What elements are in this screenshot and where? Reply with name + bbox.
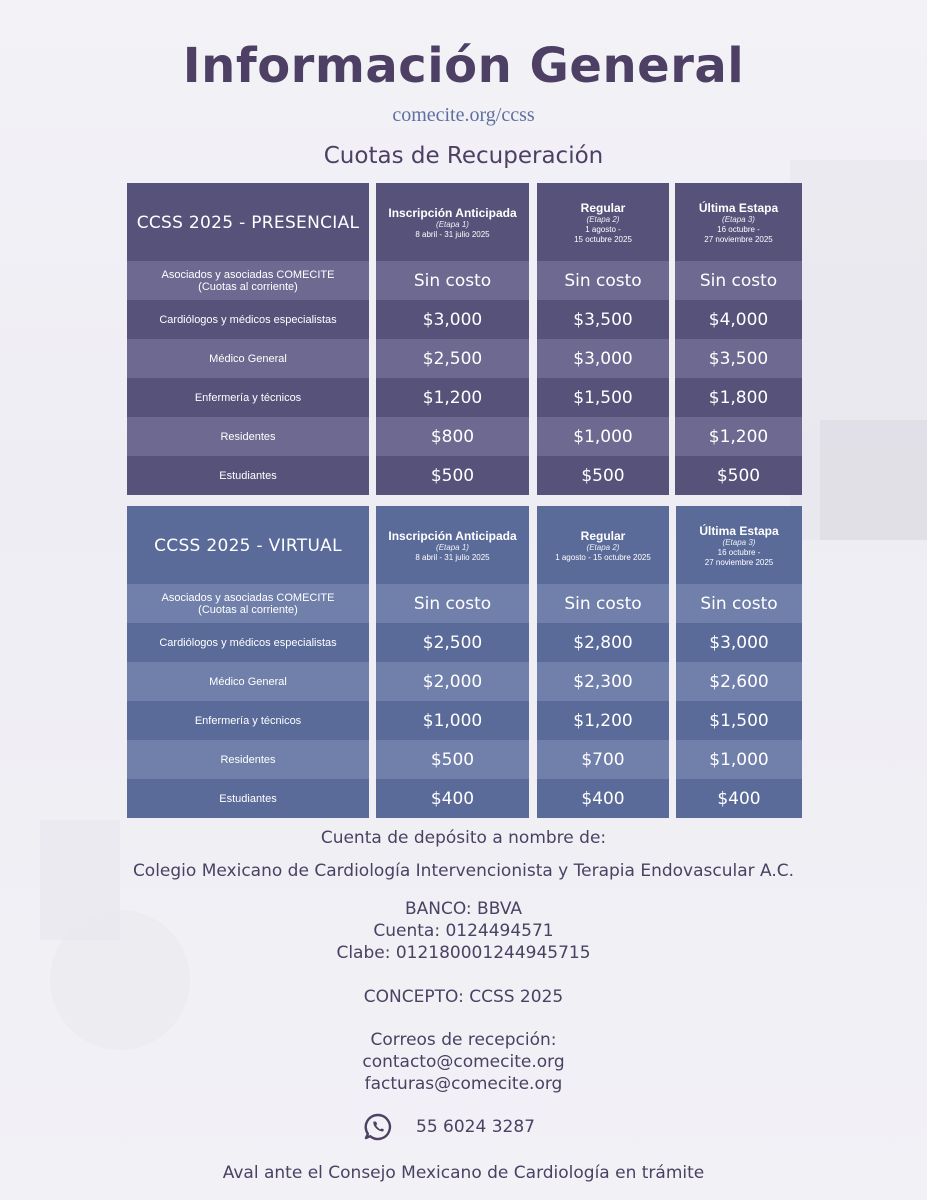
phone-number[interactable]: 55 6024 3287 [416,1117,535,1137]
price-value: $3,000 [422,309,483,330]
price-value: Sin costo [413,270,492,291]
stage-dates: 27 noviembre 2025 [704,235,773,244]
price-cell [376,740,529,779]
price-value: $400 [717,788,761,809]
stage-number: (Etapa 2) [586,543,620,552]
price-cell [376,378,529,417]
email-facturas[interactable]: facturas@comecite.org [364,1074,563,1094]
category-label: Residentes [220,430,276,443]
stage-name: Última Estapa [699,524,779,538]
price-cell [376,417,529,456]
category-label: Médico General [209,675,287,688]
category-label: Estudiantes [219,469,277,482]
category-row [127,378,369,417]
stage-dates: 16 octubre - [717,225,760,234]
presencial-stage1-column [376,183,529,495]
stage-header [676,506,802,584]
virtual-stage2-column [537,506,669,818]
stage-header [376,183,529,261]
clabe-number: Clabe: 012180001244945715 [336,943,591,963]
price-cell [376,662,529,701]
price-cell [537,779,669,818]
category-row [127,584,369,623]
price-cell [537,300,669,339]
category-label: Cardiólogos y médicos especialistas [159,636,337,649]
price-value: $1,000 [422,710,483,731]
price-value: $700 [581,749,625,770]
price-value: $2,600 [709,671,769,692]
price-cell [537,701,669,740]
price-cell [376,339,529,378]
price-value: $1,000 [573,426,633,447]
stage-header [675,183,802,261]
price-value: $1,800 [708,387,769,408]
price-cell [376,701,529,740]
page-title: Información General [182,38,745,94]
bank-name: BANCO: BBVA [404,899,523,919]
account-number: Cuenta: 0124494571 [373,921,554,941]
price-value: $3,000 [573,348,633,369]
website-url[interactable]: comecite.org/ccss [392,104,535,126]
price-value: $1,500 [573,387,633,408]
category-label: Enfermería y técnicos [194,714,302,727]
price-value: $500 [430,465,475,486]
category-label: Asociados y asociadas COMECITE [161,591,335,604]
stage-dates: 15 octubre 2025 [574,235,632,244]
category-label: Estudiantes [219,792,277,805]
category-row [127,701,369,740]
price-cell [537,584,669,623]
price-value: $2,500 [422,632,483,653]
category-row [127,417,369,456]
price-value: Sin costo [700,593,778,614]
stage-name: Última Estapa [698,201,779,215]
price-value: $4,000 [708,309,769,330]
price-cell [675,300,802,339]
price-cell [676,584,802,623]
price-value: $2,800 [573,632,633,653]
stage-dates: 8 abril - 31 julio 2025 [415,553,490,562]
price-cell [676,662,802,701]
category-label: Asociados y asociadas COMECITE [161,268,335,281]
price-cell [675,456,802,495]
email-contacto[interactable]: contacto@comecite.org [362,1052,565,1072]
section-subtitle: Cuotas de Recuperación [323,143,604,169]
price-cell [376,623,529,662]
price-cell [675,339,802,378]
price-value: $1,500 [709,710,769,731]
price-cell [376,779,529,818]
stage-dates: 1 agosto - 15 octubre 2025 [555,553,651,562]
price-value: $1,000 [709,749,769,770]
price-value: $500 [716,465,761,486]
price-cell [537,623,669,662]
price-value: Sin costo [564,270,642,291]
price-value: $2,000 [422,671,483,692]
deposit-heading: Cuenta de depósito a nombre de: [320,828,607,848]
price-value: Sin costo [413,593,492,614]
stage-header [376,506,529,584]
price-cell [676,740,802,779]
price-cell [675,417,802,456]
price-cell [537,378,669,417]
category-row [127,261,369,300]
price-value: $3,500 [573,309,633,330]
price-value: $2,300 [573,671,633,692]
presencial-stage2-column [537,183,669,495]
price-cell [376,584,529,623]
presencial-section-title-cell [127,183,369,261]
price-cell [676,623,802,662]
virtual-stage3-column [676,506,802,818]
category-row [127,623,369,662]
price-value: $3,500 [708,348,769,369]
virtual-section-title: CCSS 2025 - VIRTUAL [154,536,342,556]
price-value: $1,200 [422,387,483,408]
category-row [127,662,369,701]
category-row [127,456,369,495]
price-value: $2,500 [422,348,483,369]
presencial-section-title: CCSS 2025 - PRESENCIAL [136,213,360,233]
stage-number: (Etapa 3) [722,538,756,547]
emails-heading: Correos de recepción: [370,1030,557,1050]
stage-dates: 1 agosto - [585,225,621,234]
price-cell [675,261,802,300]
price-cell [537,456,669,495]
price-cell [376,261,529,300]
stage-name: Inscripción Anticipada [388,206,517,220]
category-row [127,779,369,818]
price-cell [376,456,529,495]
category-label: Cardiólogos y médicos especialistas [159,313,337,326]
price-cell [537,740,669,779]
price-value: $3,000 [709,632,769,653]
stage-header [537,183,669,261]
stage-number: (Etapa 3) [722,215,755,224]
category-sublabel: (Cuotas al corriente) [198,280,298,293]
stage-number: (Etapa 2) [586,215,620,224]
price-value: $800 [430,426,475,447]
virtual-stage1-column [376,506,529,818]
price-cell [675,378,802,417]
stage-dates: 27 noviembre 2025 [704,558,774,567]
category-row [127,740,369,779]
stage-number: (Etapa 1) [436,543,469,552]
price-cell [537,261,669,300]
stage-name: Regular [580,201,626,215]
price-value: Sin costo [699,270,778,291]
stage-number: (Etapa 1) [436,220,469,229]
presencial-stage3-column [675,183,802,495]
category-label: Enfermería y técnicos [194,391,302,404]
price-cell [376,300,529,339]
stage-dates: 8 abril - 31 julio 2025 [415,230,490,239]
payment-concept: CONCEPTO: CCSS 2025 [363,987,564,1007]
price-cell [676,779,802,818]
virtual-section-title-cell [127,506,369,584]
footer-note: Aval ante el Consejo Mexicano de Cardiología en trámite [222,1163,705,1183]
price-cell [676,701,802,740]
category-row [127,339,369,378]
price-value: $500 [581,465,625,486]
price-value: $400 [581,788,625,809]
price-cell [537,417,669,456]
stage-name: Regular [580,529,626,543]
stage-dates: 16 octubre - [717,548,761,557]
whatsapp-icon[interactable] [363,1112,393,1142]
category-sublabel: (Cuotas al corriente) [198,603,298,616]
stage-name: Inscripción Anticipada [388,529,517,543]
price-cell [537,662,669,701]
virtual-category-column [127,506,369,818]
price-cell [537,339,669,378]
presencial-category-column [127,183,369,495]
price-value: $1,200 [573,710,633,731]
category-label: Médico General [209,352,287,365]
stage-header [537,506,669,584]
category-row [127,300,369,339]
price-value: $400 [430,788,475,809]
price-value: Sin costo [564,593,642,614]
price-value: $500 [430,749,475,770]
organization-name: Colegio Mexicano de Cardiología Intervencionista y Terapia Endovascular A.C. [132,861,795,881]
price-value: $1,200 [708,426,769,447]
category-label: Residentes [220,753,276,766]
